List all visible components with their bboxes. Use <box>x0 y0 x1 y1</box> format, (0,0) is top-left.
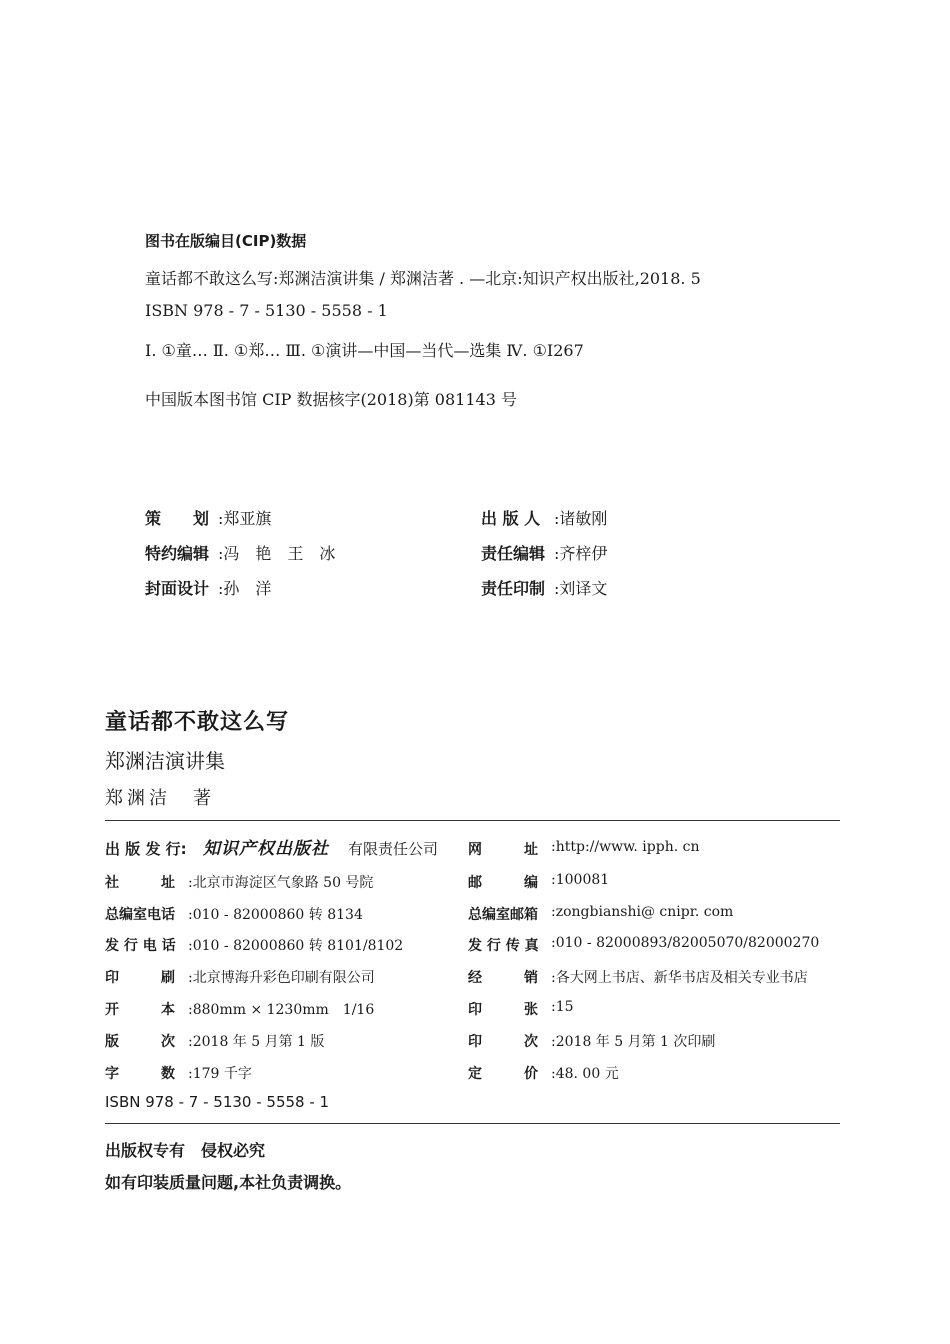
info-label-printer: 印 刷 <box>105 970 175 986</box>
info-label-printing: 印 次 <box>468 1034 538 1050</box>
book-subtitle: 郑渊洁演讲集 <box>105 749 225 773</box>
rights-notice: 出版权专有 侵权必究 <box>105 1141 266 1160</box>
info-label-print-sheets: 印 张 <box>468 1002 538 1018</box>
info-label-editorial-email: 总编室邮箱 <box>468 907 538 923</box>
publisher-logo: 知识产权出版社 <box>203 839 329 859</box>
info-value-address: :北京市海淀区气象路 50 号院 <box>188 875 374 891</box>
info-value-format: :880mm × 1230mm 1/16 <box>188 1002 375 1018</box>
staff-label-responsible-printing: 责任印制 <box>481 579 546 598</box>
staff-label-responsible-editor: 责任编辑 <box>481 544 546 563</box>
info-value-edition: :2018 年 5 月第 1 版 <box>188 1034 325 1050</box>
staff-label-publisher-person: 出 版 人 <box>481 509 541 528</box>
info-value-editorial-email: :zongbianshi@ cnipr. com <box>551 904 734 920</box>
info-value-distribution-fax: :010 - 82000893/82005070/82000270 <box>551 935 820 951</box>
info-label-distributor: 经 销 <box>468 970 538 986</box>
info-label-postcode: 邮 编 <box>468 875 538 891</box>
staff-label-cover-design: 封面设计 <box>145 579 210 598</box>
info-value-distributor: :各大网上书店、新华书店及相关专业书店 <box>551 970 808 986</box>
info-value-print-sheets: :15 <box>551 999 574 1015</box>
cip-line-title: 童话都不敢这么写:郑渊洁演讲集 / 郑渊洁著 . —北京:知识产权出版社,2018. 5 <box>145 269 701 288</box>
divider-bottom <box>105 1123 840 1124</box>
info-label-address: 社 址 <box>105 875 175 891</box>
cip-heading: 图书在版编目(CIP)数据 <box>145 232 307 250</box>
staff-label-special-editor: 特约编辑 <box>145 544 210 563</box>
info-value-word-count: :179 千字 <box>188 1066 252 1082</box>
info-label-editorial-phone: 总编室电话 <box>105 907 175 923</box>
staff-value-responsible-printing: :刘译文 <box>554 579 608 598</box>
info-value-postcode: :100081 <box>551 872 610 888</box>
staff-value-responsible-editor: :齐梓伊 <box>554 544 608 563</box>
staff-value-publisher-person: :诸敏刚 <box>554 509 608 528</box>
info-value-editorial-phone: :010 - 82000860 转 8134 <box>188 907 363 923</box>
cip-line-classification: Ⅰ. ①童… Ⅱ. ①郑… Ⅲ. ①演讲—中国—当代—选集 Ⅳ. ①I267 <box>145 341 584 360</box>
info-label-website: 网 址 <box>468 842 538 858</box>
info-value-printer: :北京博海升彩色印刷有限公司 <box>188 970 375 986</box>
quality-notice: 如有印装质量问题,本社负责调换。 <box>105 1173 352 1192</box>
info-label-edition: 版 次 <box>105 1034 175 1050</box>
info-value-distribution-phone: :010 - 82000860 转 8101/8102 <box>188 938 404 954</box>
staff-value-planner: :郑亚旗 <box>218 509 272 528</box>
divider-top <box>105 820 840 821</box>
book-title: 童话都不敢这么写 <box>105 710 290 735</box>
staff-value-cover-design: :孙 洋 <box>218 579 272 598</box>
info-label-price: 定 价 <box>468 1066 538 1082</box>
publisher-suffix: 有限责任公司 <box>348 840 439 858</box>
publisher-label: 出 版 发 行: <box>105 840 187 858</box>
book-author: 郑渊洁 著 <box>105 788 215 809</box>
cip-line-isbn: ISBN 978 - 7 - 5130 - 5558 - 1 <box>145 301 388 320</box>
info-value-website: :http://www. ipph. cn <box>551 839 700 855</box>
info-value-printing: :2018 年 5 月第 1 次印刷 <box>551 1034 716 1050</box>
staff-value-special-editor: :冯 艳 王 冰 <box>218 544 336 563</box>
info-label-distribution-fax: 发 行 传 真 <box>468 938 539 954</box>
staff-label-planner: 策 划 <box>145 509 210 528</box>
info-label-distribution-phone: 发 行 电 话 <box>105 938 176 954</box>
info-label-format: 开 本 <box>105 1002 175 1018</box>
info-label-word-count: 字 数 <box>105 1066 175 1082</box>
isbn-bottom: ISBN 978 - 7 - 5130 - 5558 - 1 <box>105 1093 330 1111</box>
cip-line-record-number: 中国版本图书馆 CIP 数据核字(2018)第 081143 号 <box>145 390 517 409</box>
info-value-price: :48. 00 元 <box>551 1066 619 1082</box>
